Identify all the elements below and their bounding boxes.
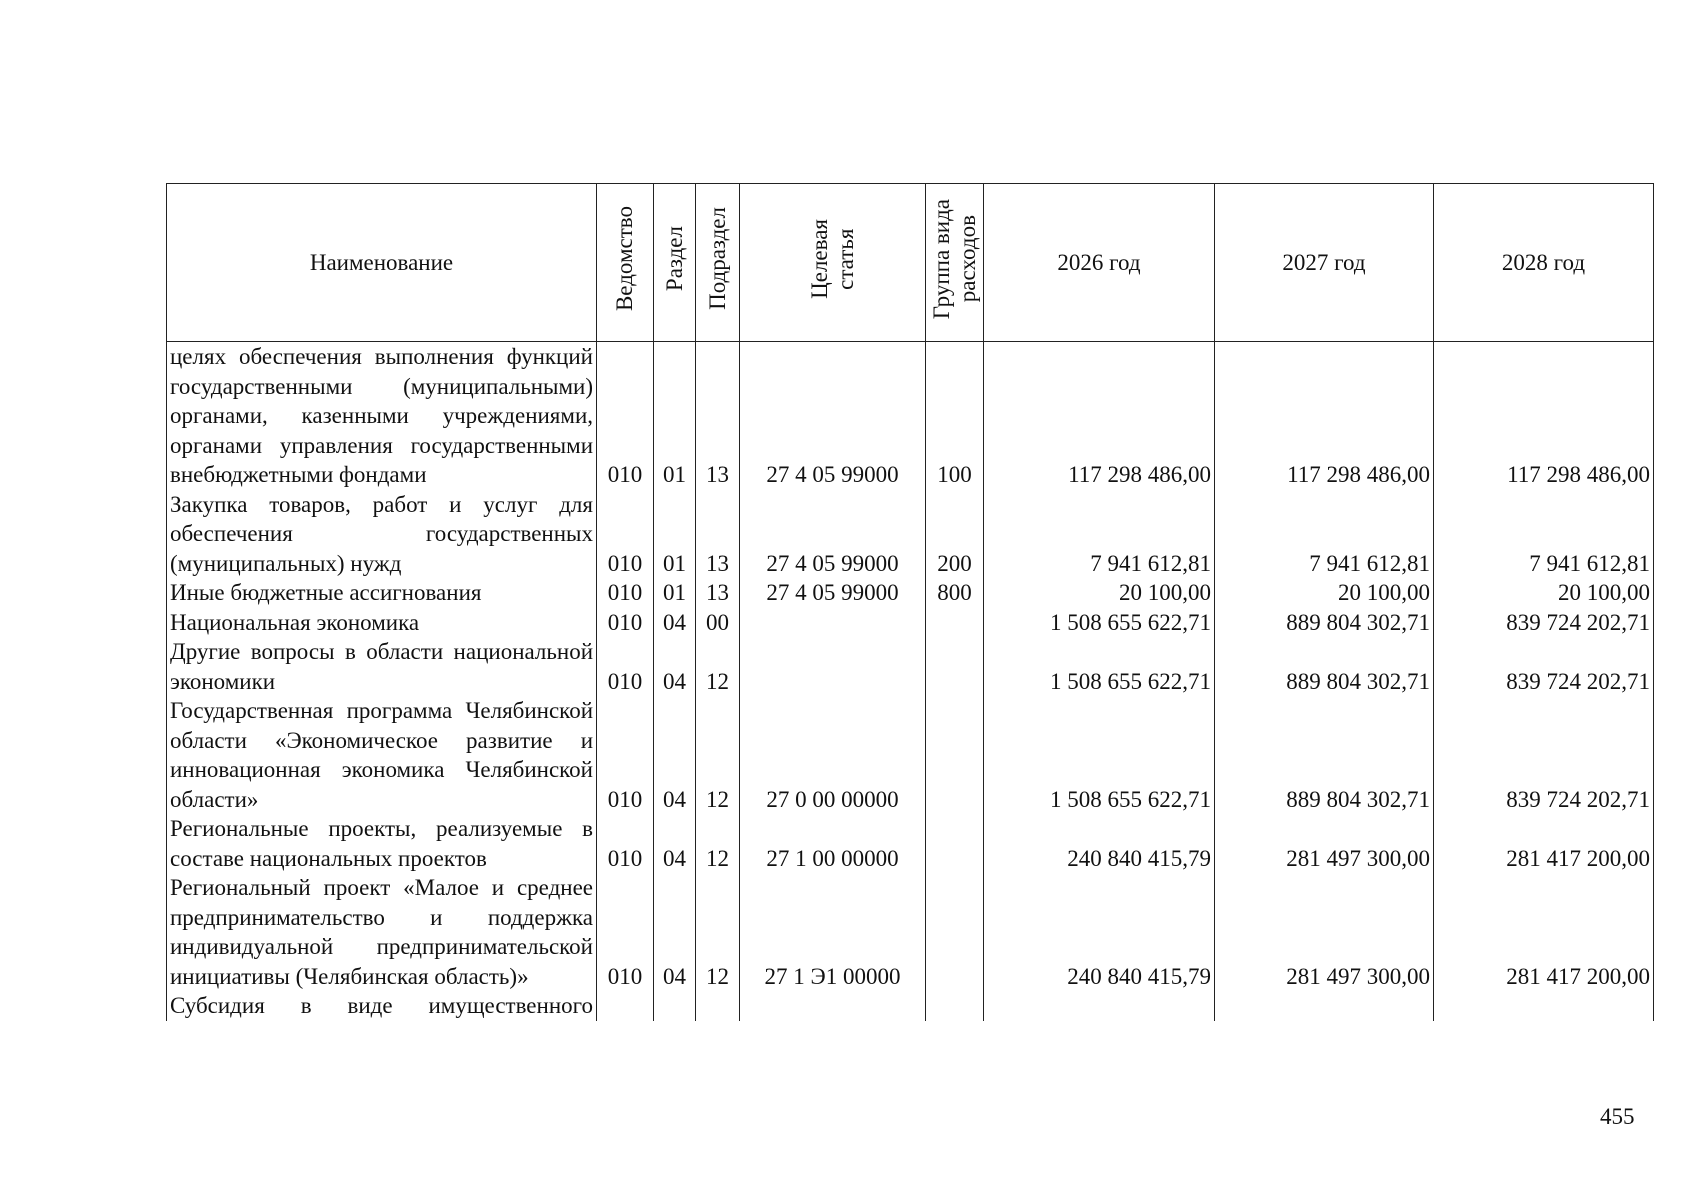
row-2026: 240 840 415,79 xyxy=(984,873,1215,991)
row-name: Государственная программа Челябинской области «Экономическое развитие и инновационная экономика Челябинской области» xyxy=(167,696,597,814)
row-celevaya-statya: 27 4 05 99000 xyxy=(740,578,926,608)
row-celevaya-statya: 27 1 Э1 00000 xyxy=(740,873,926,991)
row-razdel: 01 xyxy=(654,342,696,490)
row-name: Региональный проект «Малое и среднее предпринимательство и поддержка индивидуальной предпринимательской инициативы (Челябинская область)» xyxy=(167,873,597,991)
row-2026: 1 508 655 622,71 xyxy=(984,608,1215,638)
row-gruppa-vida: 200 xyxy=(926,490,984,579)
row-gruppa-vida xyxy=(926,814,984,873)
row-2027: 889 804 302,71 xyxy=(1215,637,1434,696)
table-row xyxy=(167,578,1654,608)
row-podrazdel: 13 xyxy=(696,578,740,608)
row-celevaya-statya: 27 4 05 99000 xyxy=(740,490,926,579)
row-vedomstvo: 010 xyxy=(597,873,654,991)
header-gruppa-vida-rashodov: Группа вида расходов xyxy=(926,184,984,342)
row-2027 xyxy=(1215,991,1434,1021)
header-row xyxy=(167,184,1654,342)
row-celevaya-statya: 27 0 00 00000 xyxy=(740,696,926,814)
row-vedomstvo: 010 xyxy=(597,578,654,608)
row-2027: 281 497 300,00 xyxy=(1215,814,1434,873)
header-2026: 2026 год xyxy=(984,184,1215,342)
row-razdel xyxy=(654,991,696,1021)
table-row xyxy=(167,991,1654,1021)
header-name: Наименование xyxy=(167,184,597,342)
row-2026 xyxy=(984,991,1215,1021)
row-podrazdel xyxy=(696,991,740,1021)
row-2026: 7 941 612,81 xyxy=(984,490,1215,579)
row-2028: 839 724 202,71 xyxy=(1434,696,1654,814)
row-podrazdel: 13 xyxy=(696,490,740,579)
row-2027: 20 100,00 xyxy=(1215,578,1434,608)
row-2027: 889 804 302,71 xyxy=(1215,608,1434,638)
row-gruppa-vida xyxy=(926,608,984,638)
row-2027: 117 298 486,00 xyxy=(1215,342,1434,490)
header-2028: 2028 год xyxy=(1434,184,1654,342)
row-celevaya-statya: 27 1 00 00000 xyxy=(740,814,926,873)
row-razdel: 04 xyxy=(654,637,696,696)
row-podrazdel: 12 xyxy=(696,637,740,696)
row-2028: 839 724 202,71 xyxy=(1434,608,1654,638)
header-2027: 2027 год xyxy=(1215,184,1434,342)
table-row xyxy=(167,342,1654,490)
row-2027: 281 497 300,00 xyxy=(1215,873,1434,991)
budget-table xyxy=(166,183,1654,1021)
header-podrazdel: Подраздел xyxy=(696,184,740,342)
table-row xyxy=(167,637,1654,696)
row-celevaya-statya xyxy=(740,991,926,1021)
row-podrazdel: 13 xyxy=(696,342,740,490)
row-vedomstvo: 010 xyxy=(597,490,654,579)
row-name: Региональные проекты, реализуемые в составе национальных проектов xyxy=(167,814,597,873)
row-podrazdel: 12 xyxy=(696,696,740,814)
row-gruppa-vida: 100 xyxy=(926,342,984,490)
row-razdel: 04 xyxy=(654,873,696,991)
row-celevaya-statya: 27 4 05 99000 xyxy=(740,342,926,490)
row-vedomstvo: 010 xyxy=(597,637,654,696)
row-2027: 889 804 302,71 xyxy=(1215,696,1434,814)
row-2026: 1 508 655 622,71 xyxy=(984,696,1215,814)
row-2028: 281 417 200,00 xyxy=(1434,873,1654,991)
row-gruppa-vida xyxy=(926,637,984,696)
row-razdel: 01 xyxy=(654,490,696,579)
header-celevaya-statya: Целевая статья xyxy=(740,184,926,342)
row-gruppa-vida xyxy=(926,873,984,991)
row-name: Другие вопросы в области национальной экономики xyxy=(167,637,597,696)
row-2028: 281 417 200,00 xyxy=(1434,814,1654,873)
row-2026: 117 298 486,00 xyxy=(984,342,1215,490)
row-2028: 839 724 202,71 xyxy=(1434,637,1654,696)
row-2028: 7 941 612,81 xyxy=(1434,490,1654,579)
row-gruppa-vida: 800 xyxy=(926,578,984,608)
table-row xyxy=(167,490,1654,579)
row-name: Национальная экономика xyxy=(167,608,597,638)
row-name: целях обеспечения выполнения функций государственными (муниципальными) органами, казенными учреждениями, органами управления государственными внебюджетными фондами xyxy=(167,342,597,490)
row-2026: 20 100,00 xyxy=(984,578,1215,608)
row-podrazdel: 12 xyxy=(696,873,740,991)
row-2027: 7 941 612,81 xyxy=(1215,490,1434,579)
page-number: 455 xyxy=(1600,1104,1635,1129)
row-celevaya-statya xyxy=(740,637,926,696)
row-vedomstvo xyxy=(597,991,654,1021)
row-vedomstvo: 010 xyxy=(597,342,654,490)
row-2028 xyxy=(1434,991,1654,1021)
row-vedomstvo: 010 xyxy=(597,814,654,873)
row-celevaya-statya xyxy=(740,608,926,638)
row-2026: 240 840 415,79 xyxy=(984,814,1215,873)
row-name: Закупка товаров, работ и услуг для обеспечения государственных (муниципальных) нужд xyxy=(167,490,597,579)
table-row xyxy=(167,696,1654,814)
table-row xyxy=(167,814,1654,873)
row-gruppa-vida xyxy=(926,696,984,814)
row-vedomstvo: 010 xyxy=(597,696,654,814)
row-podrazdel: 00 xyxy=(696,608,740,638)
header-razdel: Раздел xyxy=(654,184,696,342)
row-name: Субсидия в виде имущественного xyxy=(167,991,597,1021)
row-podrazdel: 12 xyxy=(696,814,740,873)
header-vedomstvo: Ведомство xyxy=(597,184,654,342)
row-2026: 1 508 655 622,71 xyxy=(984,637,1215,696)
table-row xyxy=(167,873,1654,991)
row-2028: 20 100,00 xyxy=(1434,578,1654,608)
table-row xyxy=(167,608,1654,638)
row-razdel: 04 xyxy=(654,814,696,873)
row-gruppa-vida xyxy=(926,991,984,1021)
row-2028: 117 298 486,00 xyxy=(1434,342,1654,490)
row-vedomstvo: 010 xyxy=(597,608,654,638)
row-razdel: 04 xyxy=(654,696,696,814)
row-name: Иные бюджетные ассигнования xyxy=(167,578,597,608)
row-razdel: 01 xyxy=(654,578,696,608)
row-razdel: 04 xyxy=(654,608,696,638)
